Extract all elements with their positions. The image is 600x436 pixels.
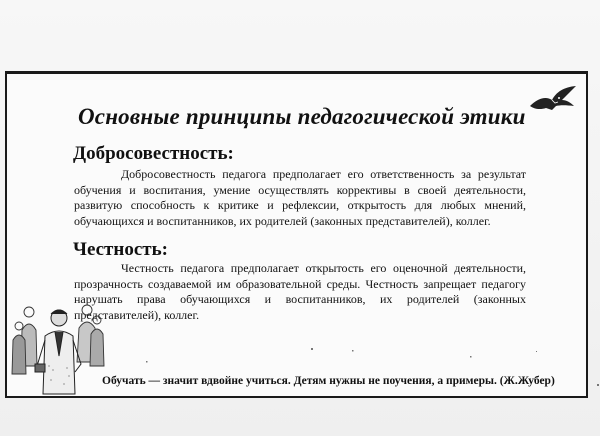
paragraph-conscientiousness: Добросовестность педагога предполагает его ответственность за результат обучения и воспитания, умение осуществлять коррективы в своей деятельности, развитую способность к критике и рефлексии, открытость для любых мнений, обучающихся и воспитанников, их родителей (законных представителей), коллег. xyxy=(74,167,526,228)
section-text-conscientiousness xyxy=(74,167,526,229)
section-heading-conscientiousness: Добросовестность: xyxy=(73,143,234,164)
page-title: Основные принципы педагогической этики xyxy=(78,104,526,129)
footer-quote: Обучать — значит вдвойне учиться. Детям нужны не поучения, а примеры. (Ж.Жубер) xyxy=(102,375,555,387)
section-heading-honesty: Честность: xyxy=(73,239,168,260)
section-text-honesty xyxy=(74,261,526,323)
paragraph-honesty: Честность педагога предполагает открытость его оценочной деятельности, прозрачность создаваемой им образовательной среды. Честность запрещает педагогу нарушать права обучающихся и воспитанников, их родителей (законных представителей), коллег. xyxy=(74,261,526,322)
teacher-group-icon xyxy=(9,296,109,396)
eagle-icon xyxy=(528,84,578,120)
